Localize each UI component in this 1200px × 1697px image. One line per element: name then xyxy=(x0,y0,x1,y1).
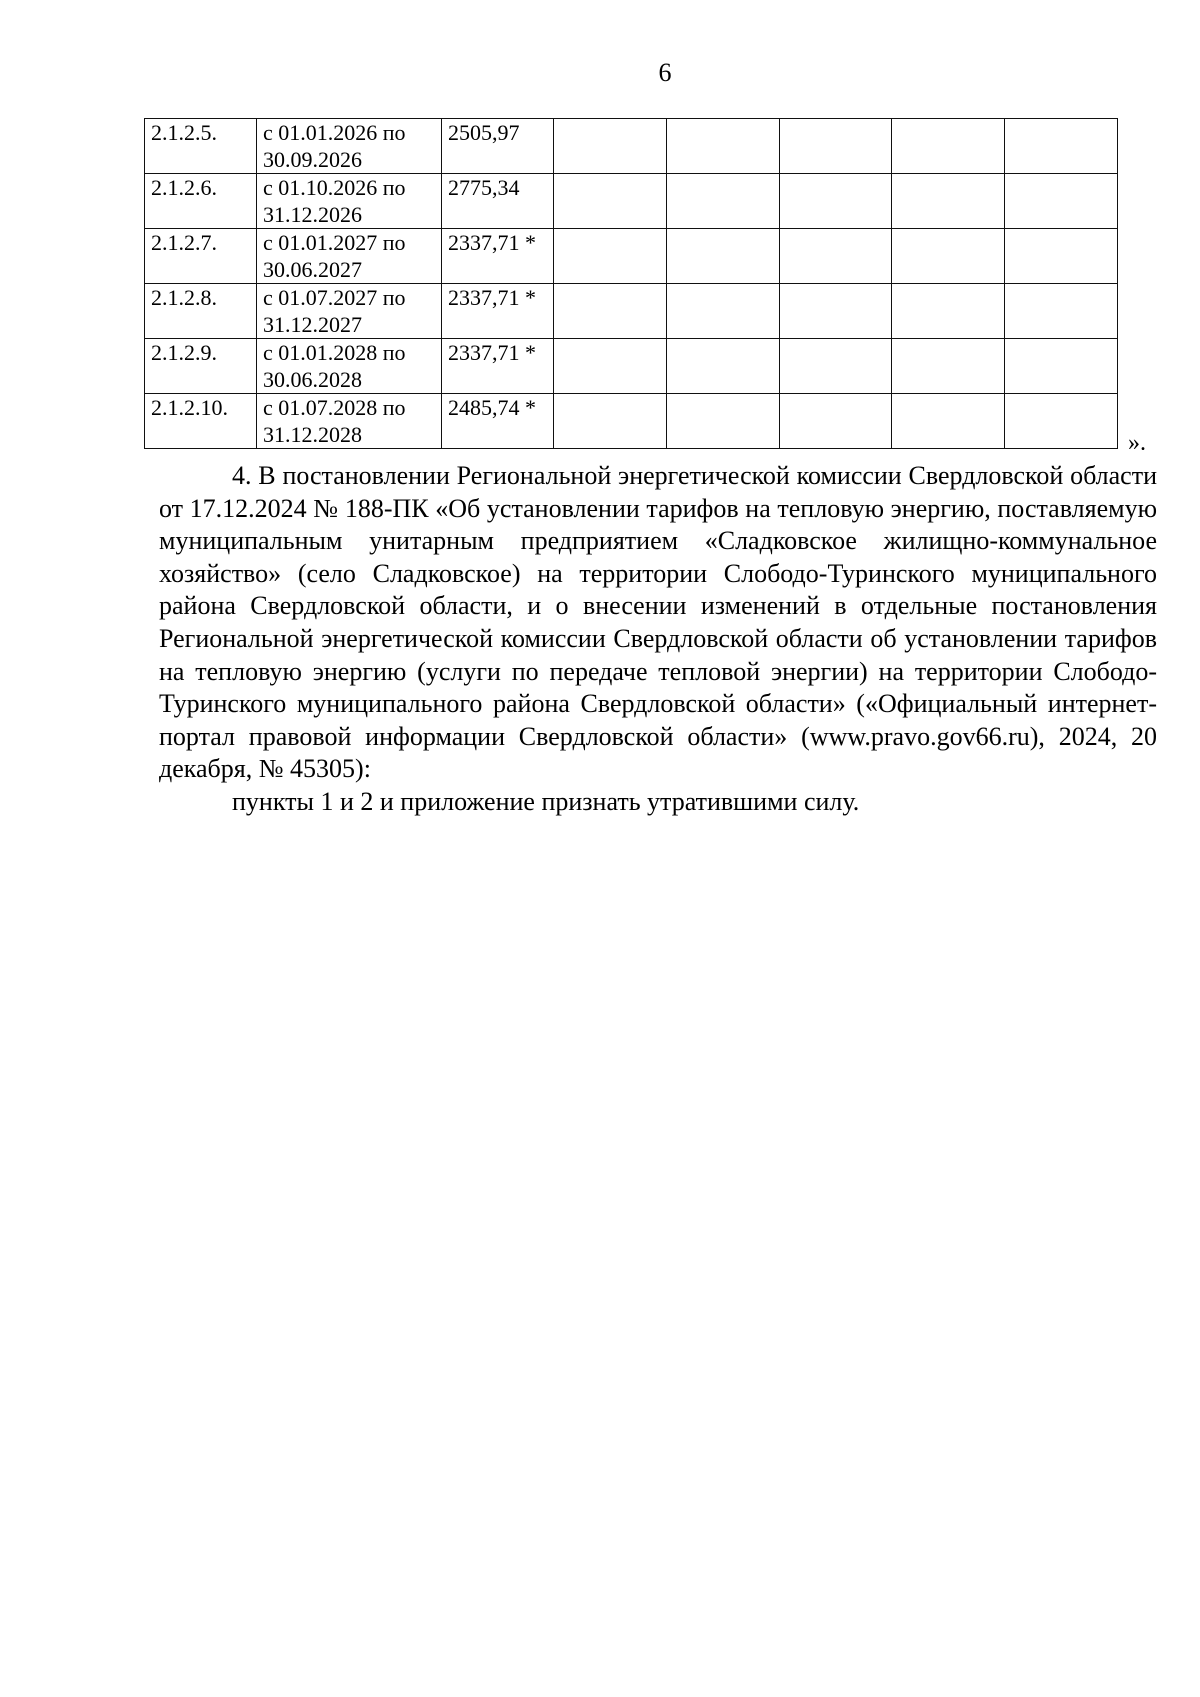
empty-cell xyxy=(667,394,780,449)
empty-cell xyxy=(1005,339,1118,394)
table-row xyxy=(145,339,1118,394)
empty-cell xyxy=(892,174,1005,229)
tariff-value-cell: 2775,34 xyxy=(442,174,554,229)
closing-quote: ». xyxy=(1128,430,1146,456)
period-cell: с 01.07.2028 по 31.12.2028 xyxy=(257,394,442,449)
tariff-value-cell: 2337,71 * xyxy=(442,284,554,339)
period-cell: с 01.01.2026 по 30.09.2026 xyxy=(257,119,442,174)
empty-cell xyxy=(780,174,892,229)
empty-cell xyxy=(554,174,667,229)
empty-cell xyxy=(667,119,780,174)
period-cell: с 01.10.2026 по 31.12.2026 xyxy=(257,174,442,229)
empty-cell xyxy=(554,229,667,284)
period-cell: с 01.01.2028 по 30.06.2028 xyxy=(257,339,442,394)
row-number-cell: 2.1.2.5. xyxy=(145,119,257,174)
empty-cell xyxy=(554,119,667,174)
tariff-value-cell: 2337,71 * xyxy=(442,339,554,394)
body-text xyxy=(159,460,1157,819)
empty-cell xyxy=(892,119,1005,174)
paragraph-4: 4. В постановлении Региональной энергетической комиссии Свердловской области от 17.12.2024 № 188-ПК «Об установлении тарифов на тепловую энергию, поставляемую муниципальным унитарным предприятием «Сладковское жилищно-коммунальное хозяйство» (село Сладковское) на территории Слободо-Туринского муниципального района Свердловской области, и о внесении изменений в отдельные постановления Региональной энергетической комиссии Свердловской области об установлении тарифов на тепловую энергию (услуги по передаче тепловой энергии) на территории Слободо-Туринского муниципального района Свердловской области» («Официальный интернет-портал правовой информации Свердловской области» (www.pravo.gov66.ru), 2024, 20 декабря, № 45305): xyxy=(159,461,1157,784)
tariff-value-cell: 2337,71 * xyxy=(442,229,554,284)
empty-cell xyxy=(892,229,1005,284)
empty-cell xyxy=(1005,119,1118,174)
empty-cell xyxy=(780,229,892,284)
empty-cell xyxy=(554,394,667,449)
empty-cell xyxy=(780,339,892,394)
empty-cell xyxy=(554,284,667,339)
page-number: 6 xyxy=(658,58,672,87)
period-cell: с 01.01.2027 по 30.06.2027 xyxy=(257,229,442,284)
row-number-cell: 2.1.2.8. xyxy=(145,284,257,339)
period-cell: с 01.07.2027 по 31.12.2027 xyxy=(257,284,442,339)
empty-cell xyxy=(554,339,667,394)
table-row xyxy=(145,174,1118,229)
row-number-cell: 2.1.2.10. xyxy=(145,394,257,449)
empty-cell xyxy=(667,284,780,339)
empty-cell xyxy=(667,229,780,284)
tariff-value-cell: 2505,97 xyxy=(442,119,554,174)
table-row xyxy=(145,119,1118,174)
empty-cell xyxy=(667,339,780,394)
empty-cell xyxy=(1005,284,1118,339)
row-number-cell: 2.1.2.6. xyxy=(145,174,257,229)
table-row xyxy=(145,229,1118,284)
empty-cell xyxy=(892,284,1005,339)
row-number-cell: 2.1.2.7. xyxy=(145,229,257,284)
empty-cell xyxy=(892,394,1005,449)
empty-cell xyxy=(1005,229,1118,284)
empty-cell xyxy=(667,174,780,229)
empty-cell xyxy=(780,119,892,174)
empty-cell xyxy=(780,394,892,449)
empty-cell xyxy=(1005,174,1118,229)
row-number-cell: 2.1.2.9. xyxy=(145,339,257,394)
tariff-table xyxy=(144,118,1118,449)
empty-cell xyxy=(1005,394,1118,449)
tariff-value-cell: 2485,74 * xyxy=(442,394,554,449)
table-row xyxy=(145,284,1118,339)
empty-cell xyxy=(892,339,1005,394)
paragraph-resolution: пункты 1 и 2 и приложение признать утратившими силу. xyxy=(232,786,860,816)
table-row xyxy=(145,394,1118,449)
empty-cell xyxy=(780,284,892,339)
